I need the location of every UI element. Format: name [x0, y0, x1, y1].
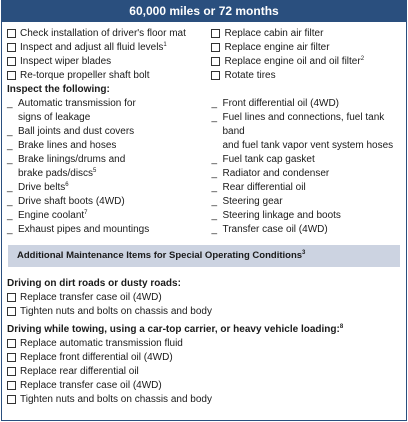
checklist-item	[7, 379, 406, 393]
checklist-item	[7, 291, 406, 305]
checkbox[interactable]	[7, 353, 16, 362]
footnote-ref: 1	[163, 42, 167, 48]
inspect-item	[7, 195, 211, 209]
dash-marker: _	[7, 182, 13, 193]
item-label: signs of leakage	[18, 112, 91, 123]
footnote-ref: 7	[84, 210, 88, 216]
dash-marker: _	[211, 210, 218, 221]
inspect-item	[7, 139, 211, 153]
checklist-item	[211, 27, 406, 41]
item-label: Inspect and adjust all fluid levels$^1$	[20, 42, 167, 53]
spacer	[211, 83, 406, 97]
item-label: Exhaust pipes and mountings	[18, 224, 150, 235]
item-label: Steering gear	[222, 196, 283, 207]
checkbox[interactable]	[7, 71, 16, 80]
item-label: Ball joints and dust covers	[18, 126, 135, 137]
dash-marker: _	[211, 98, 218, 109]
item-label: Front differential oil (4WD)	[222, 98, 340, 109]
checklist-item	[7, 305, 406, 319]
right-column	[211, 27, 406, 237]
item-label: Replace rear differential oil	[20, 366, 139, 377]
dash-marker: _	[7, 196, 13, 207]
item-label: Check installation of driver's floor mat	[20, 28, 186, 39]
right-checklist	[211, 27, 406, 83]
inspect-list-left	[7, 97, 211, 237]
dash-marker: _	[7, 126, 13, 137]
dash-marker: _	[7, 154, 13, 165]
item-label: Re-torque propeller shaft bolt	[20, 70, 150, 81]
left-checklist	[7, 27, 211, 83]
checkbox[interactable]	[211, 71, 220, 80]
dash-marker: _	[211, 182, 218, 193]
item-label: Inspect wiper blades	[20, 56, 112, 67]
footnote-ref: 2	[360, 56, 365, 62]
checkbox[interactable]	[7, 307, 16, 316]
dash-marker: _	[211, 168, 218, 179]
item-label: Engine coolant$^7$	[18, 210, 88, 221]
item-label: Rear differential oil	[222, 182, 306, 193]
checklist-item	[7, 41, 211, 55]
inspect-item	[211, 139, 406, 153]
checklist-item	[7, 55, 211, 69]
dash-marker: _	[7, 210, 13, 221]
checkbox[interactable]	[211, 43, 220, 52]
inspect-item	[7, 209, 211, 223]
item-label: Rotate tires	[224, 70, 276, 81]
item-label: Replace transfer case oil (4WD)	[20, 292, 162, 303]
item-label: Replace front differential oil (4WD)	[20, 352, 173, 363]
checklist-item	[211, 41, 406, 55]
inspect-item	[7, 167, 211, 181]
item-label: Brake linings/drums and	[18, 154, 126, 165]
item-label: Automatic transmission for	[18, 98, 136, 109]
checkbox[interactable]	[7, 43, 16, 52]
item-label: Replace transfer case oil (4WD)	[20, 380, 162, 391]
checklist-item	[7, 393, 406, 407]
checklist-item	[7, 365, 406, 379]
footnote-ref: 8	[339, 324, 344, 330]
special-conditions-list	[2, 267, 406, 407]
inspect-item	[211, 167, 406, 181]
item-label: Replace cabin air filter	[224, 28, 324, 39]
checkbox[interactable]	[7, 57, 16, 66]
inspect-list-right	[211, 97, 406, 237]
checklist-item	[211, 55, 406, 69]
checklist-item	[7, 351, 406, 365]
inspect-item	[7, 223, 211, 237]
checklist-item	[7, 337, 406, 351]
dash-marker: _	[7, 98, 13, 109]
item-label: Fuel lines and connections, fuel tank band	[222, 112, 385, 137]
dash-marker: _	[7, 140, 13, 151]
item-label: Radiator and condenser	[222, 168, 330, 179]
item-label: Steering linkage and boots	[222, 210, 341, 221]
checkbox[interactable]	[211, 29, 220, 38]
condition-heading: Driving while towing, using a car-top carrier, or heavy vehicle loading:$^8$	[7, 324, 344, 335]
checkbox[interactable]	[7, 367, 16, 376]
item-label: Replace engine oil and oil filter$^2$	[224, 56, 365, 67]
left-column	[7, 27, 211, 237]
checkbox[interactable]	[7, 29, 16, 38]
inspect-item	[7, 181, 211, 195]
item-label: Transfer case oil (4WD)	[222, 224, 328, 235]
schedule-header	[2, 0, 406, 22]
item-label: Fuel tank cap gasket	[222, 154, 315, 165]
item-label: Replace engine air filter	[224, 42, 330, 53]
checklist-item	[7, 69, 211, 83]
item-label: Replace automatic transmission fluid	[20, 338, 183, 349]
inspect-item	[7, 111, 211, 125]
checkbox[interactable]	[7, 395, 16, 404]
inspect-item	[211, 111, 406, 139]
inspect-heading: Inspect the following:	[7, 84, 110, 95]
dash-marker: _	[211, 154, 218, 165]
footnote-ref: 6	[65, 182, 69, 188]
inspect-item	[7, 97, 211, 111]
item-label: Tighten nuts and bolts on chassis and body	[20, 306, 212, 317]
dash-marker: _	[211, 196, 218, 207]
checklist-item	[211, 69, 406, 83]
item-label: brake pads/discs$^5$	[18, 168, 97, 179]
inspect-item	[7, 153, 211, 167]
inspect-item	[211, 181, 406, 195]
item-label: Drive belts$^6$	[18, 182, 69, 193]
dash-marker: _	[211, 112, 218, 123]
interval-items	[2, 22, 406, 237]
checkbox[interactable]	[211, 57, 220, 66]
inspect-item	[211, 195, 406, 209]
item-label: Brake lines and hoses	[18, 140, 117, 151]
checkbox[interactable]	[7, 293, 16, 302]
special-conditions-banner	[8, 245, 400, 267]
inspect-item	[211, 97, 406, 111]
checklist-item	[7, 27, 211, 41]
footnote-ref: 5	[93, 168, 97, 174]
special-conditions-title: Additional Maintenance Items for Special Operating Conditions	[17, 250, 303, 261]
maintenance-schedule	[1, 0, 407, 421]
item-label: and fuel tank vapor vent system hoses	[222, 140, 394, 151]
dash-marker: _	[211, 224, 218, 235]
inspect-item	[7, 125, 211, 139]
dash-marker: _	[7, 224, 13, 235]
item-label: Drive shaft boots (4WD)	[18, 196, 125, 207]
checkbox[interactable]	[7, 339, 16, 348]
schedule-title: 60,000 miles or 72 months	[129, 4, 279, 18]
inspect-item	[211, 209, 406, 223]
footnote-ref: 3	[302, 250, 306, 256]
item-label: Tighten nuts and bolts on chassis and body	[20, 394, 212, 405]
checkbox[interactable]	[7, 381, 16, 390]
inspect-item	[211, 153, 406, 167]
condition-heading: Driving on dirt roads or dusty roads:	[7, 278, 181, 289]
inspect-item	[211, 223, 406, 237]
